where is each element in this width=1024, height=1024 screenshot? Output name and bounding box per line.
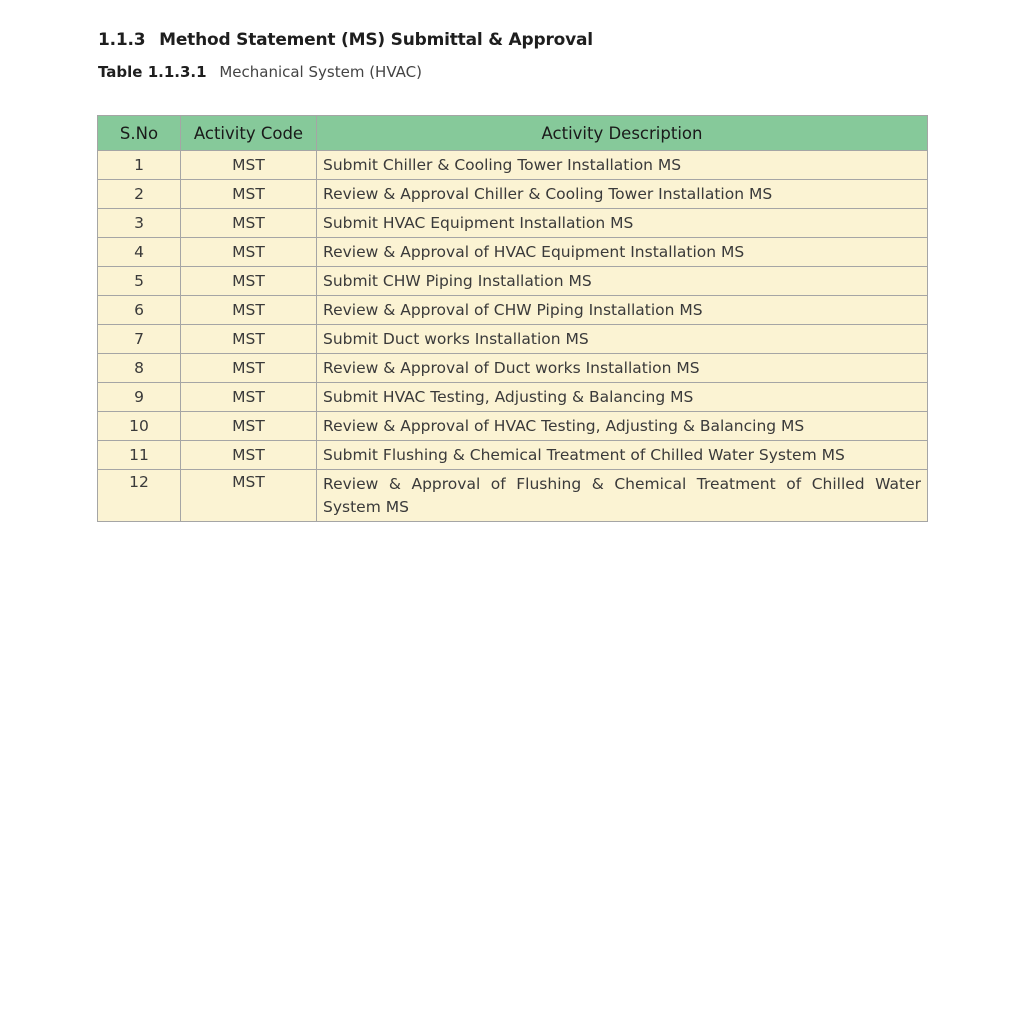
cell-activity-description: Submit Chiller & Cooling Tower Installation MS — [317, 151, 928, 180]
cell-sno: 1 — [98, 151, 181, 180]
cell-activity-code: MST — [181, 441, 317, 470]
column-header-activity-description: Activity Description — [317, 116, 928, 151]
cell-activity-code: MST — [181, 180, 317, 209]
cell-activity-description: Review & Approval of HVAC Equipment Installation MS — [317, 238, 928, 267]
cell-activity-code: MST — [181, 325, 317, 354]
table-row — [98, 412, 928, 441]
cell-sno: 3 — [98, 209, 181, 238]
cell-sno: 7 — [98, 325, 181, 354]
table-row — [98, 209, 928, 238]
cell-activity-description: Review & Approval of Flushing & Chemical Treatment of Chilled Water System MS — [317, 470, 928, 522]
cell-activity-code: MST — [181, 151, 317, 180]
table-header-row — [98, 116, 928, 151]
table-row — [98, 180, 928, 209]
table-row — [98, 151, 928, 180]
cell-sno: 2 — [98, 180, 181, 209]
cell-activity-code: MST — [181, 412, 317, 441]
cell-activity-code: MST — [181, 296, 317, 325]
cell-activity-description: Review & Approval of HVAC Testing, Adjusting & Balancing MS — [317, 412, 928, 441]
table-row — [98, 470, 928, 522]
column-header-activity-code: Activity Code — [181, 116, 317, 151]
cell-activity-description: Submit Flushing & Chemical Treatment of Chilled Water System MS — [317, 441, 928, 470]
table-row — [98, 296, 928, 325]
table-caption-text: Mechanical System (HVAC) — [219, 63, 422, 81]
cell-activity-description: Submit CHW Piping Installation MS — [317, 267, 928, 296]
cell-activity-code: MST — [181, 267, 317, 296]
cell-sno: 9 — [98, 383, 181, 412]
cell-sno: 4 — [98, 238, 181, 267]
method-statement-table — [97, 115, 928, 522]
cell-sno: 10 — [98, 412, 181, 441]
section-title: Method Statement (MS) Submittal & Approval — [159, 30, 593, 50]
cell-activity-description: Review & Approval Chiller & Cooling Tower Installation MS — [317, 180, 928, 209]
cell-activity-code: MST — [181, 354, 317, 383]
cell-sno: 8 — [98, 354, 181, 383]
cell-activity-code: MST — [181, 209, 317, 238]
cell-activity-description: Submit HVAC Equipment Installation MS — [317, 209, 928, 238]
cell-activity-code: MST — [181, 383, 317, 412]
cell-sno: 6 — [98, 296, 181, 325]
cell-activity-description: Submit HVAC Testing, Adjusting & Balancing MS — [317, 383, 928, 412]
cell-activity-code: MST — [181, 238, 317, 267]
cell-sno: 12 — [98, 470, 181, 522]
table-caption-label: Table 1.1.3.1 — [98, 63, 207, 81]
table-row — [98, 238, 928, 267]
column-header-sno: S.No — [98, 116, 181, 151]
table-caption — [98, 63, 422, 81]
table-row — [98, 267, 928, 296]
cell-activity-code: MST — [181, 470, 317, 522]
table-row — [98, 325, 928, 354]
cell-sno: 11 — [98, 441, 181, 470]
section-heading — [98, 30, 593, 50]
table-row — [98, 441, 928, 470]
cell-activity-description: Submit Duct works Installation MS — [317, 325, 928, 354]
cell-activity-description: Review & Approval of CHW Piping Installation MS — [317, 296, 928, 325]
section-number: 1.1.3 — [98, 30, 146, 50]
cell-sno: 5 — [98, 267, 181, 296]
table-row — [98, 354, 928, 383]
table-row — [98, 383, 928, 412]
cell-activity-description: Review & Approval of Duct works Installation MS — [317, 354, 928, 383]
